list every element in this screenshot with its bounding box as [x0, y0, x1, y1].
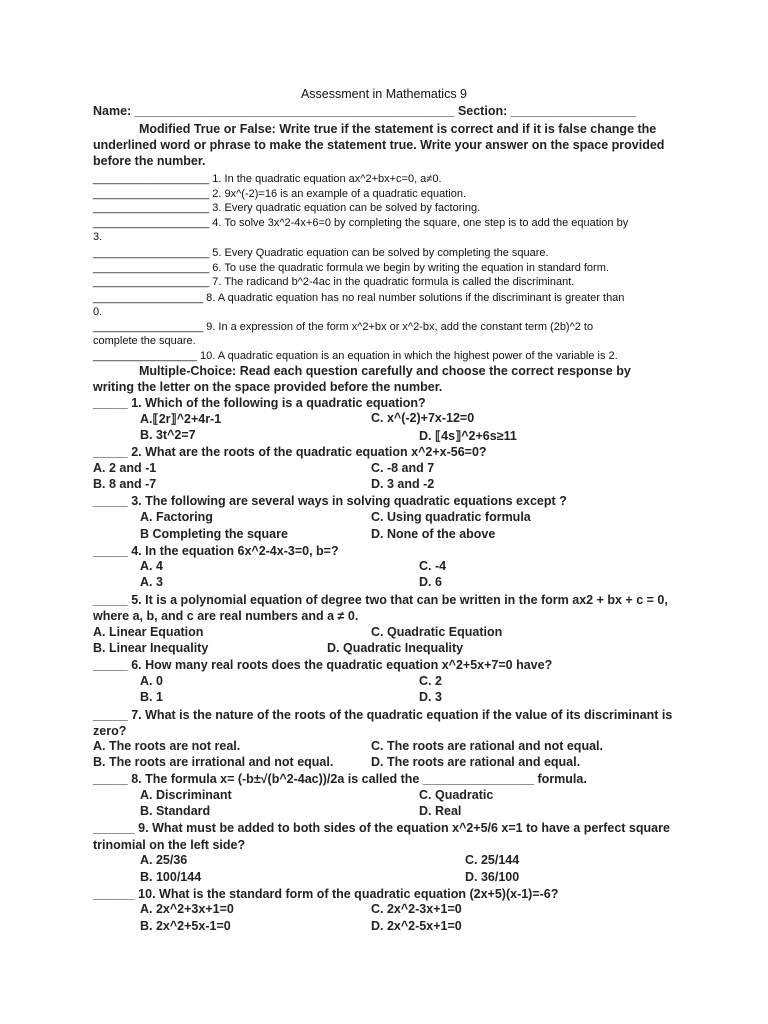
mc-question-9: ______ 9. What must be added to both sides of the equation x^2+5/6 x=1 to have a perfect square — [93, 821, 670, 835]
mc-q3-option-b: B Completing the square — [140, 527, 288, 541]
mc-question-4: _____ 4. In the equation 6x^2-4x-3=0, b=? — [93, 544, 339, 558]
tf-item-2: ___________________ 2. 9x^(-2)=16 is an example of a quadratic equation. — [93, 188, 467, 200]
tf-item-9: __________________ 9. In a expression of the form x^2+bx or x^2-bx, add the constant term (2b)^2 to — [93, 321, 594, 333]
mc-q4-option-c: C. -4 — [419, 559, 447, 573]
mc-q6-option-c: C. 2 — [419, 674, 442, 688]
tf-item-6: ___________________ 6. To use the quadratic formula we begin by writing the equation in standard form. — [93, 262, 609, 274]
mc-question-8: _____ 8. The formula x= (-b±√(b^2-4ac))/2a is called the ________________ formula. — [93, 772, 587, 786]
mc-q1-option-b: B. 3t^2=7 — [140, 428, 196, 442]
mc-q10-option-d: D. 2x^2-5x+1=0 — [371, 919, 462, 933]
mc-question-1: _____ 1. Which of the following is a quadratic equation? — [93, 396, 426, 410]
mc-q10-option-b: B. 2x^2+5x-1=0 — [140, 919, 231, 933]
mc-question-2: _____ 2. What are the roots of the quadratic equation x^2+x-56=0? — [93, 445, 487, 459]
mc-q3-option-a: A. Factoring — [140, 510, 213, 524]
mc-q1-option-c: C. x^(-2)+7x-12=0 — [371, 411, 475, 425]
mc-q2-option-c: C. -8 and 7 — [371, 461, 435, 475]
mc-q9-option-d: D. 36/100 — [465, 870, 520, 884]
mc-question-7: _____ 7. What is the nature of the roots of the quadratic equation if the value of its discriminant is — [93, 708, 673, 722]
mc-q2-option-b: B. 8 and -7 — [93, 477, 157, 491]
mc-q3-option-d: D. None of the above — [371, 527, 496, 541]
mc-q7-option-c: C. The roots are rational and not equal. — [371, 739, 603, 753]
mc-q3-option-c: C. Using quadratic formula — [371, 510, 531, 524]
mc-q10-option-c: C. 2x^2-3x+1=0 — [371, 902, 462, 916]
mc-q8-option-c: C. Quadratic — [419, 788, 494, 802]
mc-q10-option-a: A. 2x^2+3x+1=0 — [140, 902, 234, 916]
mc-q9-option-c: C. 25/144 — [465, 853, 520, 867]
mc-question-3: _____ 3. The following are several ways in solving quadratic equations except ? — [93, 494, 567, 508]
mc-q5-option-a: A. Linear Equation — [93, 625, 204, 639]
mc-q6-option-b: B. 1 — [140, 690, 163, 704]
mc-q9-option-b: B. 100/144 — [140, 870, 202, 884]
mc-question-10: ______ 10. What is the standard form of the quadratic equation (2x+5)(x-1)=-6? — [93, 887, 559, 901]
mc-q8-option-a: A. Discriminant — [140, 788, 232, 802]
mc-q9-option-a: A. 25/36 — [140, 853, 188, 867]
mc-q7-option-b: B. The roots are irrational and not equal. — [93, 755, 334, 769]
mc-q4-option-a: A. 4 — [140, 559, 163, 573]
mc-q5-option-b: B. Linear Inequality — [93, 641, 209, 655]
mc-q4-option-d: D. 6 — [419, 575, 442, 589]
mc-question-7-cont: zero? — [93, 724, 127, 738]
mc-q6-option-a: A. 0 — [140, 674, 163, 688]
mc-q5-option-c: C. Quadratic Equation — [371, 625, 503, 639]
tf-item-7: ___________________ 7. The radicand b^2-4ac in the quadratic formula is called the discriminant. — [93, 276, 575, 288]
tf-item-3: ___________________ 3. Every quadratic equation can be solved by factoring. — [93, 202, 481, 214]
tf-item-4-cont: 3. — [93, 231, 103, 243]
tf-item-5: ___________________ 5. Every Quadratic equation can be solved by completing the square. — [93, 247, 549, 259]
mc-q1-option-d: D. ⟦4s⟧^2+6s≥11 — [419, 429, 517, 443]
tf-item-8: __________________ 8. A quadratic equation has no real number solutions if the discriminant is greater than — [93, 292, 625, 304]
name-section-line: Name: ______________________________________________ Section: __________________ — [93, 104, 636, 118]
mc-q6-option-d: D. 3 — [419, 690, 442, 704]
mc-q8-option-d: D. Real — [419, 804, 462, 818]
tf-item-4: ___________________ 4. To solve 3x^2-4x+6=0 by completing the square, one step is to add the equation by — [93, 217, 629, 229]
part1-instruction: Modified True or False: Write true if the statement is correct and if it is false change the underlined word or phrase to make the statement true. Write your answer on the space provided before the number. — [93, 122, 665, 168]
document-title: Assessment in Mathematics 9 — [300, 87, 468, 101]
tf-item-9-cont: complete the square. — [93, 335, 196, 347]
mc-q8-option-b: B. Standard — [140, 804, 211, 818]
mc-q5-option-d: D. Quadratic Inequality — [327, 641, 464, 655]
mc-question-5: _____ 5. It is a polynomial equation of degree two that can be written in the form ax2 + bx + c = 0, — [93, 593, 668, 607]
tf-item-8-cont: 0. — [93, 306, 103, 318]
mc-q1-option-a: A.⟦2r⟧^2+4r-1 — [140, 412, 222, 426]
tf-item-10: _________________ 10. A quadratic equation is an equation in which the highest power of the variable is 2. — [93, 350, 618, 362]
mc-question-6: _____ 6. How many real roots does the quadratic equation x^2+5x+7=0 have? — [93, 658, 553, 672]
mc-q2-option-a: A. 2 and -1 — [93, 461, 157, 475]
mc-q7-option-d: D. The roots are rational and equal. — [371, 755, 581, 769]
tf-item-1: ___________________ 1. In the quadratic equation ax^2+bx+c=0, a≠0. — [93, 173, 442, 185]
mc-question-5-cont: where a, b, and c are real numbers and a ≠ 0. — [93, 609, 359, 623]
mc-q4-option-b: A. 3 — [140, 575, 163, 589]
mc-q7-option-a: A. The roots are not real. — [93, 739, 241, 753]
part2-instruction: Multiple-Choice: Read each question carefully and choose the correct response by writing the letter on the space provided before the number. — [93, 364, 631, 394]
mc-question-9-cont: trinomial on the left side? — [93, 838, 246, 852]
mc-q2-option-d: D. 3 and -2 — [371, 477, 435, 491]
